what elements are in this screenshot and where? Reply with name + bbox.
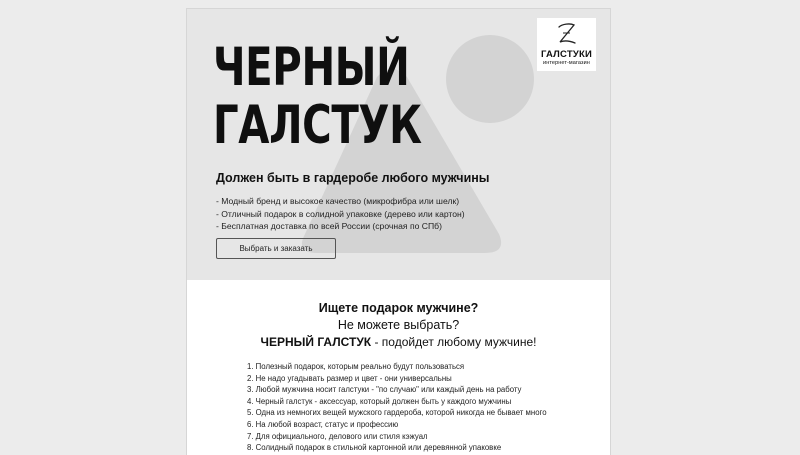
benefit-item: 5. Одна из немногих вещей мужского гардероба, которой никогда не бывает много [247,408,547,418]
tie-monogram-icon [537,18,596,51]
intro-answer-rest: - подойдет любому мужчине! [371,335,537,349]
benefit-item: 6. На любой возраст, статус и профессию [247,419,399,429]
benefit-item: 4. Черный галстук - аксессуар, который должен быть у каждого мужчины [247,396,512,406]
benefit-item: 3. Любой мужчина носит галстуки - "по случаю" или каждый день на работу [247,385,522,395]
feature-item: - Бесплатная доставка по всей России (срочная по СПб) [216,221,442,232]
brand-logo[interactable] [537,18,596,71]
benefit-list [247,361,547,454]
hero-subtitle: Должен быть в гардеробе любого мужчины [216,171,490,185]
benefit-item: 7. Для официального, делового или стиля кэжуал [247,431,428,441]
intro-question-2: Не можете выбрать? [337,318,460,332]
intro-question: Ищете подарок мужчине? [318,301,479,315]
feature-item: - Модный бренд и высокое качество (микрофибра или шелк) [216,196,460,206]
benefit-item: 2. Не надо угадывать размер и цвет - они универсальны [247,373,452,383]
logo-name: ГАЛСТУКИ [541,49,592,60]
feature-item: - Отличный подарок в солидной упаковке (дерево или картон) [216,208,465,219]
logo-subtitle: интернет-магазин [543,60,590,66]
landing-page [187,9,610,455]
feature-list [216,195,465,233]
intro-answer [187,334,610,351]
hero-section [187,9,610,280]
hero-title-line-1: ЧЕРНЫЙ [213,37,410,98]
choose-and-order-button[interactable]: Выбрать и заказать [216,238,336,259]
intro-section [187,300,610,351]
intro-answer-strong: ЧЕРНЫЙ ГАЛСТУК [260,335,372,349]
benefit-item: 8. Солидный подарок в стильной картонной или деревянной упаковке [247,443,502,453]
hero-title [213,39,422,155]
benefit-item: 1. Полезный подарок, которым реально будут пользоваться [247,362,465,371]
hero-title-line-2: ГАЛСТУК [213,95,422,156]
